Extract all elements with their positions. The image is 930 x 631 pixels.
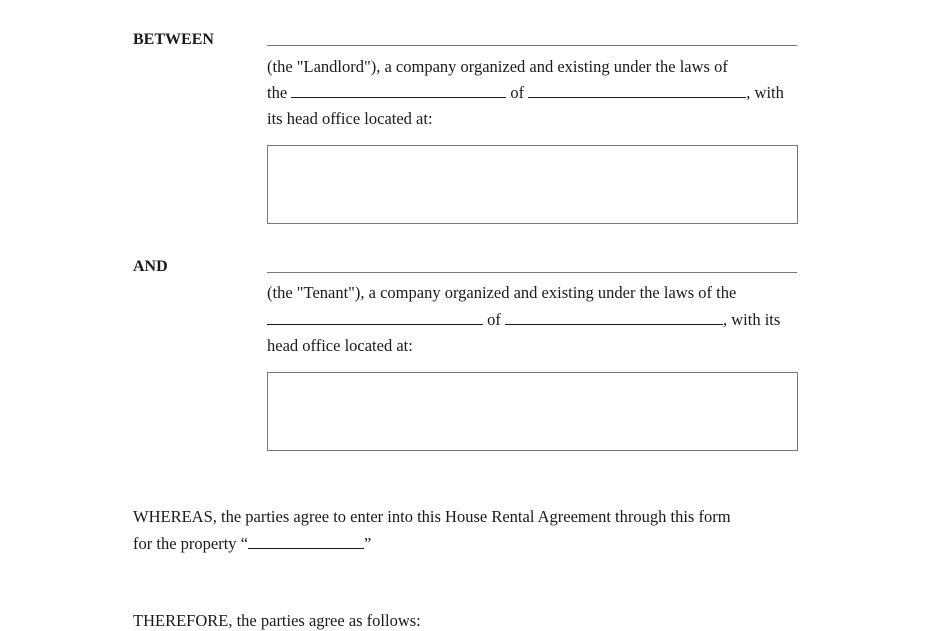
tenant-jurisdiction-blank[interactable]	[267, 310, 483, 325]
tenant-with: , with its	[723, 310, 781, 329]
whereas-property-prefix: for the property “	[133, 534, 248, 553]
tenant-address-box[interactable]	[267, 372, 798, 451]
landlord-country-blank[interactable]	[528, 83, 746, 98]
whereas-property-suffix: ”	[364, 534, 372, 553]
tenant-text-line1: (the "Tenant"), a company organized and existing under the laws of the	[267, 283, 737, 302]
landlord-address-box[interactable]	[267, 145, 798, 224]
whereas-line1: WHEREAS, the parties agree to enter into this House Rental Agreement through this form	[133, 507, 731, 526]
whereas-line2	[133, 534, 371, 554]
tenant-text-line2	[267, 310, 780, 330]
tenant-of: of	[487, 310, 501, 329]
landlord-with: , with	[746, 83, 784, 102]
landlord-text-line1: (the "Landlord"), a company organized and existing under the laws of	[267, 57, 728, 76]
and-label: AND	[133, 258, 168, 275]
between-label: BETWEEN	[133, 31, 214, 48]
landlord-name-line[interactable]	[267, 45, 797, 46]
tenant-name-line[interactable]	[267, 272, 797, 273]
landlord-the: the	[267, 83, 288, 102]
tenant-country-blank[interactable]	[505, 310, 723, 325]
landlord-jurisdiction-blank[interactable]	[291, 83, 506, 98]
landlord-of: of	[510, 83, 525, 102]
landlord-text-line3: its head office located at:	[267, 109, 433, 128]
property-blank[interactable]	[248, 534, 364, 549]
landlord-text-line2	[267, 83, 784, 103]
tenant-text-line3: head office located at:	[267, 336, 413, 355]
therefore-line: THEREFORE, the parties agree as follows:	[133, 611, 421, 630]
